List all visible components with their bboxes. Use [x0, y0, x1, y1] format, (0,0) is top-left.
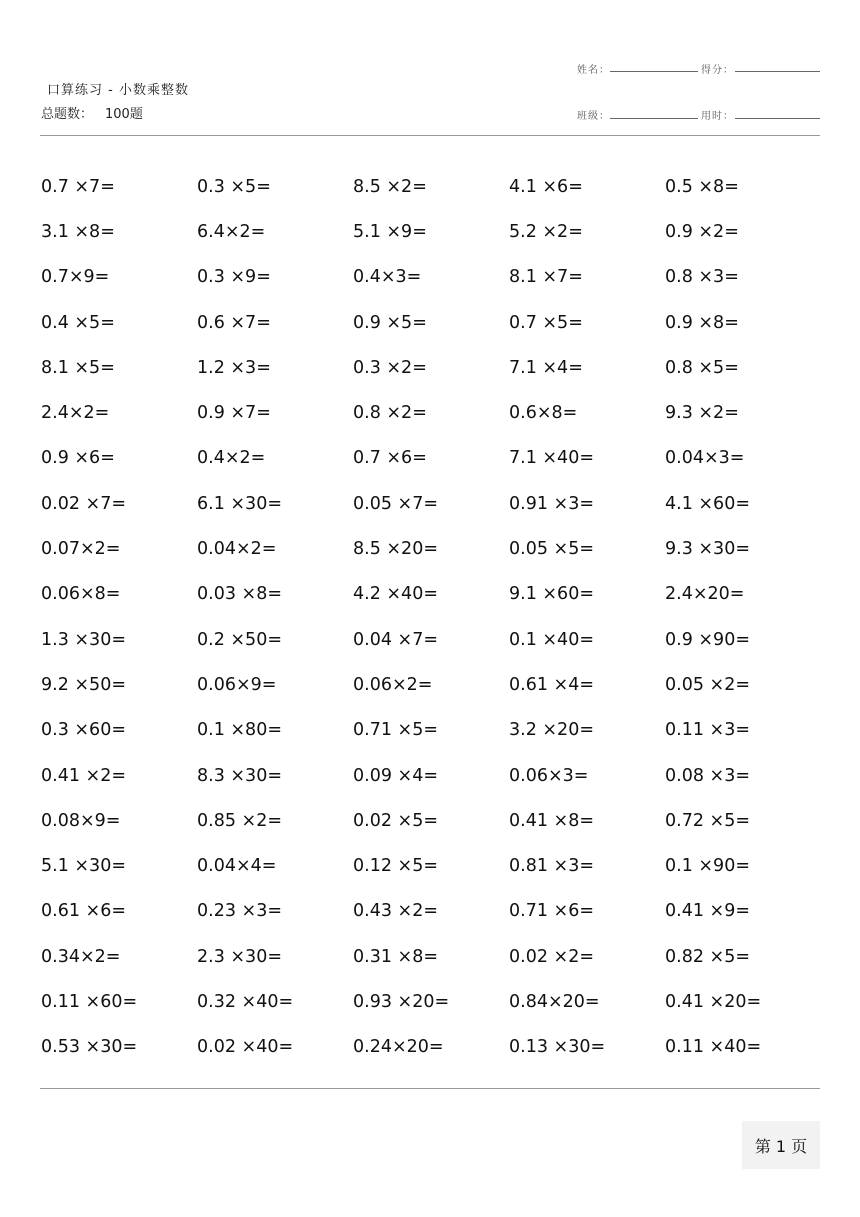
problem-item: 0.43 ×2=	[353, 901, 438, 922]
problem-item: 0.72 ×5=	[665, 810, 750, 831]
score-label: 得分：	[701, 65, 734, 76]
problem-item: 0.32 ×40=	[197, 991, 294, 1012]
problem-item: 6.4×2=	[197, 221, 266, 242]
problem-item: 0.11 ×3=	[665, 720, 750, 741]
problem-item: 4.1 ×6=	[509, 176, 583, 197]
problem-item: 0.02 ×7=	[41, 493, 126, 514]
problem-item: 0.02 ×40=	[197, 1037, 294, 1058]
problem-item: 9.3 ×2=	[665, 403, 739, 424]
class-label: 班级：	[577, 111, 610, 122]
problem-item: 1.3 ×30=	[41, 629, 126, 650]
problem-item: 5.1 ×9=	[353, 221, 427, 242]
problem-item: 0.7 ×6=	[353, 448, 427, 469]
problem-item: 0.1 ×90=	[665, 856, 750, 877]
problem-item: 0.7 ×7=	[41, 176, 115, 197]
problem-item: 7.1 ×4=	[509, 357, 583, 378]
problem-item: 0.05 ×7=	[353, 493, 438, 514]
problem-item: 0.11 ×40=	[665, 1037, 762, 1058]
problem-item: 0.9 ×7=	[197, 403, 271, 424]
problem-item: 0.9 ×90=	[665, 629, 750, 650]
problem-row	[41, 1025, 831, 1070]
problem-item: 0.04×4=	[197, 856, 277, 877]
time-label: 用时：	[701, 111, 734, 122]
problem-row	[41, 889, 831, 934]
problem-item: 0.5 ×8=	[665, 176, 739, 197]
problem-item: 0.61 ×6=	[41, 901, 126, 922]
problem-item: 0.09 ×4=	[353, 765, 438, 786]
problem-item: 4.1 ×60=	[665, 493, 750, 514]
problem-item: 0.06×9=	[197, 674, 277, 695]
problem-item: 5.1 ×30=	[41, 856, 126, 877]
problem-item: 0.08×9=	[41, 810, 121, 831]
problem-item: 0.9 ×8=	[665, 312, 739, 333]
problem-item: 4.2 ×40=	[353, 584, 438, 605]
problem-row	[41, 662, 831, 707]
problem-item: 0.3 ×5=	[197, 176, 271, 197]
problem-item: 0.71 ×5=	[353, 720, 438, 741]
problem-item: 3.1 ×8=	[41, 221, 115, 242]
worksheet-title: 口算练习 - 小数乘整数	[47, 83, 189, 98]
problem-item: 0.41 ×9=	[665, 901, 750, 922]
problem-item: 0.7×9=	[41, 267, 110, 288]
problem-item: 0.4 ×5=	[41, 312, 115, 333]
problem-item: 0.6 ×7=	[197, 312, 271, 333]
problem-item: 0.3 ×2=	[353, 357, 427, 378]
problem-item: 0.81 ×3=	[509, 856, 594, 877]
problem-item: 0.06×8=	[41, 584, 121, 605]
total-value: 100题	[105, 107, 143, 122]
problem-item: 0.4×3=	[353, 267, 422, 288]
problem-item: 0.1 ×80=	[197, 720, 282, 741]
problem-item: 0.13 ×30=	[509, 1037, 606, 1058]
problem-item: 0.07×2=	[41, 539, 121, 560]
problem-item: 0.31 ×8=	[353, 946, 438, 967]
name-line	[610, 71, 698, 72]
problem-row	[41, 753, 831, 798]
problem-row	[41, 708, 831, 753]
problem-row	[41, 979, 831, 1024]
total-label: 总题数：	[41, 107, 94, 122]
problem-item: 0.9 ×5=	[353, 312, 427, 333]
problem-item: 8.5 ×2=	[353, 176, 427, 197]
score-line	[735, 71, 820, 72]
problem-item: 0.91 ×3=	[509, 493, 594, 514]
problem-item: 0.06×3=	[509, 765, 589, 786]
problem-row	[41, 390, 831, 435]
problem-item: 8.5 ×20=	[353, 539, 438, 560]
problem-item: 0.7 ×5=	[509, 312, 583, 333]
problem-item: 0.53 ×30=	[41, 1037, 138, 1058]
problem-item: 0.61 ×4=	[509, 674, 594, 695]
problem-item: 0.03 ×8=	[197, 584, 282, 605]
problem-item: 0.9 ×6=	[41, 448, 115, 469]
name-label: 姓名：	[577, 65, 610, 76]
problem-row	[41, 300, 831, 345]
problem-item: 0.34×2=	[41, 946, 121, 967]
problem-item: 0.08 ×3=	[665, 765, 750, 786]
problem-item: 0.24×20=	[353, 1037, 444, 1058]
class-line	[610, 118, 698, 119]
problem-item: 0.02 ×5=	[353, 810, 438, 831]
problem-item: 0.6×8=	[509, 403, 578, 424]
problem-item: 0.11 ×60=	[41, 991, 138, 1012]
problem-item: 8.1 ×5=	[41, 357, 115, 378]
problem-item: 0.8 ×2=	[353, 403, 427, 424]
problem-row	[41, 345, 831, 390]
problem-item: 0.41 ×2=	[41, 765, 126, 786]
problem-row	[41, 255, 831, 300]
problem-item: 8.3 ×30=	[197, 765, 282, 786]
problem-item: 0.04 ×7=	[353, 629, 438, 650]
problem-item: 0.8 ×5=	[665, 357, 739, 378]
problem-item: 5.2 ×2=	[509, 221, 583, 242]
problem-item: 0.3 ×9=	[197, 267, 271, 288]
problem-item: 0.12 ×5=	[353, 856, 438, 877]
problem-item: 1.2 ×3=	[197, 357, 271, 378]
header-divider	[40, 135, 820, 136]
problem-item: 0.04×2=	[197, 539, 277, 560]
problem-item: 7.1 ×40=	[509, 448, 594, 469]
problem-item: 0.2 ×50=	[197, 629, 282, 650]
problem-item: 0.05 ×5=	[509, 539, 594, 560]
problem-row	[41, 617, 831, 662]
problem-item: 2.3 ×30=	[197, 946, 282, 967]
total-questions	[41, 103, 143, 122]
problem-item: 8.1 ×7=	[509, 267, 583, 288]
problem-item: 0.3 ×60=	[41, 720, 126, 741]
problem-item: 0.71 ×6=	[509, 901, 594, 922]
problem-item: 0.1 ×40=	[509, 629, 594, 650]
problem-item: 2.4×2=	[41, 403, 110, 424]
problem-grid	[41, 164, 831, 1070]
problem-item: 9.1 ×60=	[509, 584, 594, 605]
problem-row	[41, 526, 831, 571]
problem-item: 0.85 ×2=	[197, 810, 282, 831]
problem-row	[41, 798, 831, 843]
problem-row	[41, 934, 831, 979]
problem-item: 9.3 ×30=	[665, 539, 750, 560]
problem-item: 0.9 ×2=	[665, 221, 739, 242]
problem-row	[41, 436, 831, 481]
problem-item: 0.02 ×2=	[509, 946, 594, 967]
problem-item: 0.06×2=	[353, 674, 433, 695]
problem-item: 0.93 ×20=	[353, 991, 450, 1012]
problem-item: 0.41 ×20=	[665, 991, 762, 1012]
page-number: 第 1 页	[742, 1121, 820, 1169]
problem-item: 0.04×3=	[665, 448, 745, 469]
problem-item: 6.1 ×30=	[197, 493, 282, 514]
problem-row	[41, 572, 831, 617]
problem-item: 0.41 ×8=	[509, 810, 594, 831]
footer-divider	[40, 1088, 820, 1089]
problem-item: 0.4×2=	[197, 448, 266, 469]
problem-item: 0.84×20=	[509, 991, 600, 1012]
problem-item: 3.2 ×20=	[509, 720, 594, 741]
time-line	[735, 118, 820, 119]
problem-item: 9.2 ×50=	[41, 674, 126, 695]
problem-item: 0.8 ×3=	[665, 267, 739, 288]
problem-item: 2.4×20=	[665, 584, 745, 605]
problem-row	[41, 209, 831, 254]
problem-row	[41, 164, 831, 209]
problem-item: 0.23 ×3=	[197, 901, 282, 922]
problem-row	[41, 843, 831, 888]
problem-row	[41, 481, 831, 526]
problem-item: 0.05 ×2=	[665, 674, 750, 695]
problem-item: 0.82 ×5=	[665, 946, 750, 967]
